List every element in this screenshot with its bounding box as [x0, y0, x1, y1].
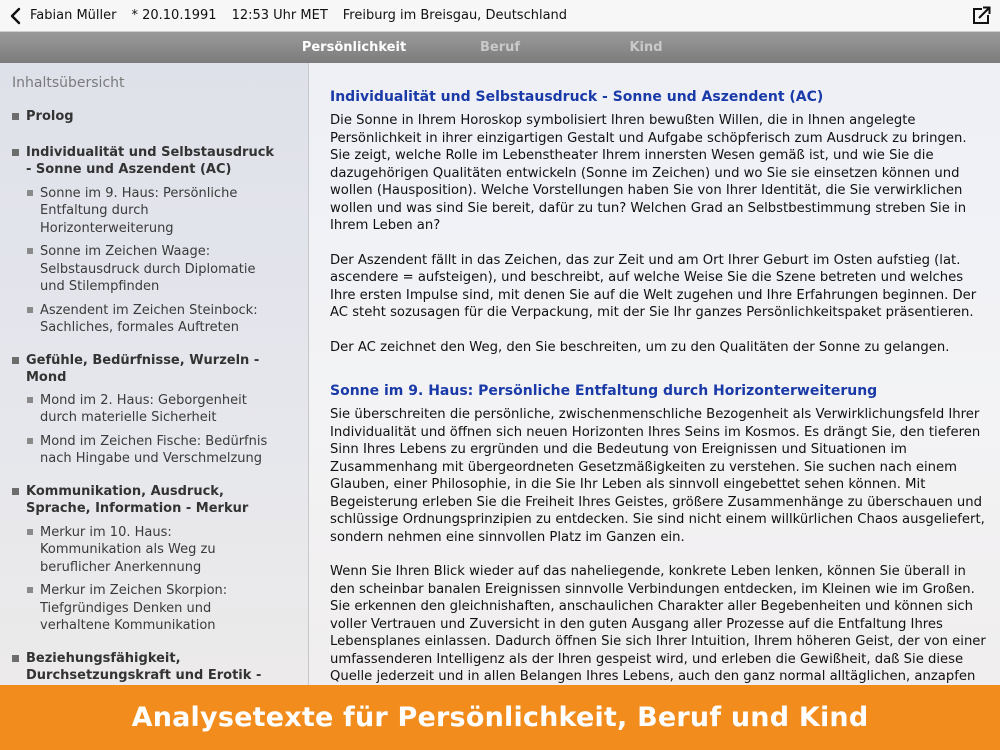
person-name: Fabian Müller — [30, 8, 117, 23]
chevron-left-icon — [9, 7, 21, 25]
chart-info — [30, 8, 582, 23]
paragraph: Der Aszendent fällt in das Zeichen, das zur Zeit und am Ort Ihrer Geburt im Osten aufstieg (lat. ascendere = aufsteigen), und beschreibt, auf welche Weise Sie die Szene betreten und welches Ihre ersten Impulse sind, mit denen Sie auf die Welt zugehen und Ihre Erfahrungen beginnen. Der AC steht sozusagen für die Verpackung, mit der Sie Ihr ganzes Persönlichkeitspaket präsentieren. — [330, 252, 977, 320]
toc-section-mond[interactable]: Gefühle, Bedürfnisse, Wurzeln - Mond — [12, 352, 276, 387]
section-heading: Individualität und Selbstausdruck - Sonne und Aszendent (AC) — [330, 89, 824, 105]
tab-beruf[interactable]: Beruf — [479, 40, 521, 55]
promo-banner — [0, 685, 1000, 750]
paragraph: Wenn Sie Ihren Blick wieder auf das naheliegende, konkrete Leben lenken, können Sie überall in den scheinbar banalen Ereignissen sinnvolle Verbindungen entdecken, im Kleinen wie im Großen. Sie erkennen den gleichnishaften, anschaulichen Charakter aller Begebenheiten und können sich voller Vertrauen und Zuversicht in den guten Ausgang aller Prozesse auf die Entfaltung Ihres Lebensplanes einlassen. Dadurch öffnen Sie sich Ihrer Intuition, Ihrem höheren Geist, der von einer umfassenderen Intelligenz als der Ihren gespeist wird, und erleben die Gewißheit, daß Sie diese Quelle jederzeit und in allen Belangen Ihres Lebens, auch den ganz normal alltäglichen, anzapfen — [330, 564, 986, 684]
toc-item[interactable]: Aszendent im Zeichen Steinbock: Sachliches, formales Auftreten — [12, 302, 276, 337]
main-content — [309, 63, 1000, 685]
promo-text: Analysetexte für Persönlichkeit, Beruf und Kind — [131, 702, 869, 733]
sidebar — [0, 63, 309, 685]
birth-place: Freiburg im Breisgau, Deutschland — [342, 8, 568, 23]
toc-item[interactable]: Mond im 2. Haus: Geborgenheit durch materielle Sicherheit — [12, 392, 276, 427]
toc-list — [12, 105, 276, 743]
chart-header — [0, 0, 1000, 32]
paragraph: Die Sonne in Ihrem Horoskop symbolisiert Ihren bewußten Willen, die in Ihnen angelegte Persönlichkeit in ihrer einzigartigen Gestalt und Aufgabe schöpferisch zum Ausdruck zu bringen. Sie zeigt, welche Rolle im Lebenstheater Ihrem innersten Wesen gemäß ist, und wie Sie die dazugehörigen Qualitäten entwickeln (Sonne im Zeichen) und wo Sie sie einsetzen können und wollen (Hausposition). Welche Vorstellungen haben Sie von Ihrer Identität, die Sie verwirklichen wollen und was sind Sie bereit, dafür zu tun? Welchen Grad an Selbstbestimmung streben Sie in Ihrem Leben an? — [330, 113, 967, 233]
article — [330, 63, 990, 703]
birth-time: 12:53 Uhr MET — [231, 8, 328, 23]
tab-persoenlichkeit[interactable]: Persönlichkeit — [301, 40, 407, 55]
toc-item[interactable]: Sonne im 9. Haus: Persönliche Entfaltung durch Horizonterweiterung — [12, 185, 276, 238]
paragraph: Sie überschreiten die persönliche, zwischenmenschliche Bezogenheit als Verwirklichungsfeld Ihrer Individualität und öffnen sich neuen Horizonten Ihres Seins im Kosmos. Es drängt Sie, den tieferen Sinn Ihres Lebens zu ergründen und die Bedeutung von Ereignissen und Situationen im Zusammenhang mit übergeordneten Gesetzmäßigkeiten zu verstehen. Sie suchen nach einem Glauben, einer Philosophie, in die Sie Ihr Leben als sinnvoll eingebettet sehen können. Mit Begeisterung erleben Sie die Freiheit Ihres Geistes, größere Zusammenhänge zu überschauen und schlüssige Ordnungsprinzipien zu entdecken. Sie sind nicht einem willkürlichen Chaos ausgeliefert, sondern nehmen eine sinnvollen Platz im Ganzen ein. — [330, 407, 985, 545]
toc-section-merkur[interactable]: Kommunikation, Ausdruck, Sprache, Information - Merkur — [12, 483, 276, 518]
tab-bar — [0, 32, 1000, 63]
tab-kind[interactable]: Kind — [629, 40, 663, 55]
back-button[interactable] — [0, 0, 30, 31]
toc-item[interactable]: Mond im Zeichen Fische: Bedürfnis nach Hingabe und Verschmelzung — [12, 433, 276, 468]
toc-section-prolog[interactable]: Prolog — [12, 108, 276, 126]
toc-item[interactable]: Merkur im 10. Haus: Kommunikation als Weg zu beruflicher Anerkennung — [12, 524, 276, 577]
toc-section-venus-mars[interactable]: Beziehungsfähigkeit, Durchsetzungskraft und Erotik - — [12, 650, 276, 703]
share-icon — [970, 12, 992, 31]
paragraph: Der AC zeichnet den Weg, den Sie beschreiten, um zu den Qualitäten der Sonne zu gelangen. — [330, 339, 950, 355]
toc-title: Inhaltsübersicht — [12, 75, 125, 91]
toc-section-sonne-aszendent[interactable]: Individualität und Selbstausdruck - Sonne und Aszendent (AC) — [12, 144, 276, 179]
toc-item[interactable]: Sonne im Zeichen Waage: Selbstausdruck durch Diplomatie und Stilempfinden — [12, 243, 276, 296]
toc-item[interactable]: Merkur im Zeichen Skorpion: Tiefgründiges Denken und verhaltene Kommunikation — [12, 582, 276, 635]
birth-date: * 20.10.1991 — [131, 8, 217, 23]
section-heading: Sonne im 9. Haus: Persönliche Entfaltung durch Horizonterweiterung — [330, 383, 878, 399]
share-button[interactable] — [970, 5, 992, 27]
